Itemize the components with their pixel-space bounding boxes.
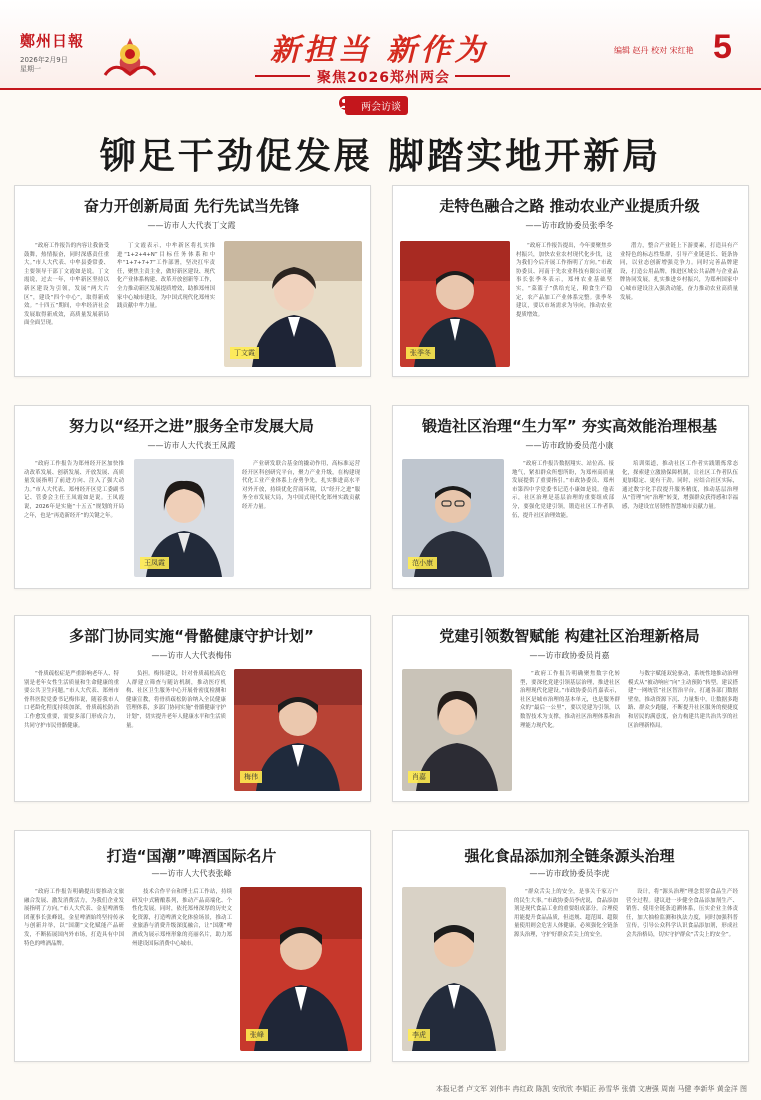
portrait-photo [134, 459, 234, 577]
article-title: 锻造社区治理“生力军” 夯实高效能治理根基 [422, 417, 717, 435]
article-title: 多部门协同实施“骨骼健康守护计划” [69, 627, 314, 645]
article-byline: ——访市政协委员范小康 [525, 441, 614, 450]
portrait-photo [234, 669, 362, 791]
party-emblem-icon [100, 30, 160, 80]
portrait-photo [402, 459, 504, 577]
header-rule [0, 88, 761, 90]
portrait-caption: 肖嘉 [408, 771, 430, 783]
page-slogan: 新担当 新作为 [270, 33, 489, 68]
page-number: 5 [713, 28, 732, 66]
article-body: “政府工作报告的内容让我备受鼓舞，热情振奋，同时深感责任重大。”市人大代表、中牟县委常委、主要领导干部丁文霞如是说。丁文霞说，过去一年，中牟新区坚持以新区建设为引领，发展“两大片区”，建设“四个中心”，取得新成效。“十四五”期间，中牟经济社会发展取得新成效，高质量发展新局面全面呈现。 [24, 243, 109, 327]
portrait-photo [224, 241, 362, 367]
article-body: “政府工作报告提出，今年要聚焦乡村振兴，加快农业农村现代化步伐，这为我们今后开展工作指明了方向。”市政协委员、河南于先农业科技有限公司董事长张季冬表示，郑州农业基础坚实，“菜篮子”供给充足，粮食生产稳定，农产品加工产业体系完整。张季冬建议，要以市场需求为导向，推动农业提质增效。 [516, 243, 612, 318]
article-body: 负担。梅伟建议，针对骨质疏松高危人群建立筛查与随访机制，推动医疗机构、社区卫生服务中心开展骨密度检测和健康宣教，将骨质疏松防治纳入全民健康管理体系，多部门协同实施“骨骼健康守护计划”，切实提升老年人健康水平和生活质量。 [126, 671, 226, 729]
article-body: 产业研发联合基金的撬动作用，高标准运营经开区科创研究平台，聚力产业升级，在构建现代化工业产业体系上奋勇争先，扎实推进高水平对外开放，持续优化营商环境，以“经开之进”服务全市发展大局，为中国式现代化郑州实践贡献经开力量。 [242, 461, 360, 510]
article-byline: ——访市人大代表梅伟 [151, 651, 232, 660]
photo-credits: 本报记者 卢文军 刘伟丰 冉红政 陈凯 安欣欣 李娟正 孙雪华 张倩 文唐强 周南 马健 李新华 黄金洋 图 [435, 1085, 747, 1093]
article-body: 技术合作平台和博士后工作站，持续研发中式精酿系列，推动产品高端化、个性化发展。同时，依托郑州深厚的历史文化资源，打造啤酒文化体验场景，推动工业旅游与消费升级深度融合，让“国潮”啤酒成为展示郑州形象的亮丽名片，助力郑州建设国际消费中心城市。 [132, 889, 232, 947]
column-tag: 两会访谈 [345, 96, 408, 115]
article-body: 培训渠道，推动社区工作者实践锻炼常态化，探索建立激励保障机制，让社区工作者队伍更加稳定、更有干劲。同时，应结合社区实际，通过数字化手段提升服务精度，推动基层治理从“管理”向“治理”转变，增强群众获得感和幸福感，为建设宜居韧性智慧城市贡献力量。 [622, 461, 738, 510]
portrait-photo [400, 241, 510, 367]
issue-date: 2026年2月9日 [20, 56, 68, 64]
article-byline: ——访市政协委员肖嘉 [529, 651, 610, 660]
portrait-caption: 范小康 [408, 557, 437, 569]
article-title: 走特色融合之路 推动农业产业提质升级 [439, 197, 700, 215]
focus-divider-left [255, 75, 310, 77]
portrait-caption: 丁文霞 [230, 347, 259, 359]
article-byline: ——访市政协委员李虎 [529, 869, 610, 878]
article-title: 打造“国潮”啤酒国际名片 [106, 847, 277, 865]
article-byline: ——访市人大代表张峰 [151, 869, 232, 878]
article-byline: ——访市政协委员张季冬 [525, 221, 614, 230]
portrait-caption: 张峰 [246, 1029, 268, 1041]
editor-credit: 编辑 赵丹 校对 宋红艳 [614, 46, 694, 55]
article-title: 党建引领数智赋能 构建社区治理新格局 [439, 627, 700, 645]
portrait-photo [402, 887, 506, 1051]
article-body: “骨质疏松症是严重影响老年人、特别是老年女性生活质量和生命健康的重要公共卫生问题。”市人大代表、郑州市骨科医院党委书记梅伟说，随着我市人口老龄化程度持续加深，骨质疏松防治工作愈发重要，需要多部门形成合力，共同守护市民骨骼健康。 [24, 671, 119, 729]
article-body: 潜力，整合产业链上下游要素，打造具有产业特色的标志性集群，引导产业链延长、链条协同，以业态创新增强竞争力。同时完善品牌建设，打造公用品牌，推进区域公共品牌与企业品牌协同发展，扎实推进乡村振兴，为郑州国家中心城市建设注入强劲动能，奋力推动农业高质量发展。 [620, 243, 738, 301]
article-body: “政府工作报告明确聚焦数字化转型，要深化党建引领基层治理，推进社区治理现代化建设。”市政协委员肖嘉表示，社区是城市治理的基本单元，也是服务群众的“最后一公里”，要以党建为引领，以数智技术为支撑，推动社区治理体系和治理能力现代化。 [520, 671, 620, 729]
article-title: 奋力开创新局面 先行先试当先锋 [83, 197, 300, 215]
issue-weekday: 星期一 [20, 65, 41, 73]
article-body: 丁文霞表示，中牟新区将扎实推进“1+2+4+N”目标任务体系和中牟“1+7+7+7”工作部署，坚决扛牢责任，聚焦主责主业，做好新区建设、现代化产业体系构建、改革开放创新等工作，全力推动新区发展提质增效，助推郑州国家中心城市建设，为中国式现代化郑州实践贡献中牟力量。 [117, 243, 215, 310]
article-body: “政府工作报告数据翔实、站位高、接地气，紧扣群众所想所盼，为郑州高质量发展提供了重要指引。”市政协委员、郑州市第四中学党委书记范小康如是说。他表示，社区治理是基层治理的重要组成部分，要强化党建引领，锻造社区工作者队伍，提升社区治理效能。 [512, 461, 614, 519]
article-body: “政府工作报告明确提出要推动文旅融合发展、激发消费活力，为我们企业发展指明了方向。”市人大代表、金星啤酒集团董事长张峰说，金星啤酒始终坚持传承与创新并举，以“国潮”文化赋能产品研发，不断拓展国内外市场，打造具有中国特色的啤酒品牌。 [24, 889, 124, 947]
article-body: 与数字赋能双轮驱动，系统性地推动治理模式从“被动响应”向“主动预防”转型。建议搭建“一网统管”社区智治平台，打通各部门数据壁垒，推动资源下沉、力量集中，让数据多跑路、群众少跑腿，不断提升社区服务的便捷度和居民的满意度，奋力构建共建共治共享的社区治理新格局。 [628, 671, 738, 729]
article-body: “政府工作报告为郑州经开区加快推动改革发展、创新发展、开放发展、高质量发展指明了前进方向、注入了强大动力。”市人大代表、郑州经开区党工委副书记、管委会主任王凤霞如是说。王凤霞说，2026年是实施“十五五”规划的开局之年，也是“再造新经开”的关键之年。 [24, 461, 124, 519]
portrait-photo [402, 669, 512, 791]
article-body: 设计，将“源头治理”理念贯穿食品生产经营全过程。建议进一步健全食品添加剂生产、销售、使用全链条追溯体系，压实企业主体责任，加大抽检监测和执法力度，同时加强科普宣传，引导公众科学认识食品添加剂，形成社会共治格局，切实守护群众“舌尖上的安全”。 [626, 889, 738, 938]
portrait-caption: 张季冬 [406, 347, 435, 359]
article-byline: ——访市人大代表丁文霞 [147, 221, 236, 230]
portrait-caption: 李虎 [408, 1029, 430, 1041]
portrait-caption: 王凤霞 [140, 557, 169, 569]
article-body: “群众舌尖上的安全，是事关千家万户的民生大事。”市政协委员李虎说，食品添加剂是现代食品工业的重要组成部分，合理使用能提升食品品质，但违规、超范围、超限量使用则会危害人体健康，必须强化全链条源头治理，守护好群众舌尖上的安全。 [514, 889, 618, 938]
article-title: 强化食品添加剂全链条源头治理 [464, 847, 675, 865]
article-byline: ——访市人大代表王凤霞 [147, 441, 236, 450]
newspaper-logo: 鄭州日報 [20, 32, 85, 50]
section-focus-title: 聚焦2026郑州两会 [317, 70, 450, 86]
portrait-photo [240, 887, 362, 1051]
article-title: 努力以“经开之进”服务全市发展大局 [69, 417, 314, 435]
portrait-caption: 梅伟 [240, 771, 262, 783]
page-headline: 铆足干劲促发展 脚踏实地开新局 [99, 136, 662, 177]
focus-divider-right [455, 75, 510, 77]
